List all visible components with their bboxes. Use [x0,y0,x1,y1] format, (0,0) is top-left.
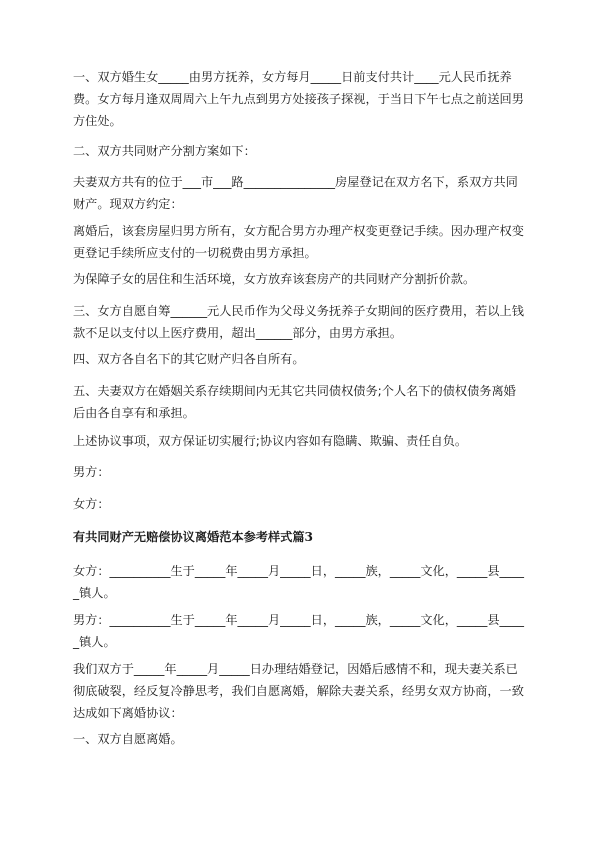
paragraph-male-info: 男方：__________生于_____年_____月_____日，_____族，_____文化，_____县_____镇人。 [73,613,524,649]
paragraph-house-ownership: 离婚后，该套房屋归男方所有，女方配合男方办理产权变更登记手续。因办理产权变更登记手续所应支付的一切税费由男方承担。 [73,224,524,260]
paragraph-guarantee: 上述协议事项，双方保证切实履行;协议内容如有隐瞒、欺骗、责任自负。 [73,434,468,448]
signature-male: 男方： [73,465,110,479]
paragraph-property-division-title: 二、双方共同财产分割方案如下： [73,144,256,158]
signature-female: 女方： [73,497,110,511]
paragraph-waiver: 为保障子女的居住和生活环境，女方放弃该套房产的共同财产分割折价款。 [73,272,476,286]
paragraph-marriage-registration: 我们双方于_____年_____月_____日办理结婚登记，因婚后感情不和，现夫妻关系已彻底破裂，经反复冷静思考，我们自愿离婚，解除夫妻关系，经男女双方协商，一致达成如下离婚协议： [73,662,524,720]
paragraph-child-custody: 一、双方婚生女_____由男方抚养，女方每月_____日前支付共计____元人民币抚养费。女方每月逢双周周六上午九点到男方处接孩子探视，于当日下午七点之前送回男方住处。 [73,70,524,128]
paragraph-other-property: 四、双方各自名下的其它财产归各自所有。 [73,352,305,366]
paragraph-voluntary-divorce: 一、双方自愿离婚。 [73,732,183,746]
section-heading: 有共同财产无赔偿协议离婚范本参考样式篇3 [73,530,314,544]
paragraph-female-info: 女方：__________生于_____年_____月_____日，_____族，_____文化，_____县_____镇人。 [73,564,524,600]
paragraph-house-location: 夫妻双方共有的位于___市___路_______________房屋登记在双方名下，系双方共同财产。现双方约定： [73,175,518,211]
paragraph-medical-fees: 三、女方自愿自筹______元人民币作为父母义务抚养子女期间的医疗费用，若以上钱款不足以支付以上医疗费用，超出______部分，由男方承担。 [73,304,524,340]
paragraph-debts: 五、夫妻双方在婚姻关系存续期间内无其它共同债权债务;个人名下的债权债务离婚后由各自享有和承担。 [73,384,516,420]
